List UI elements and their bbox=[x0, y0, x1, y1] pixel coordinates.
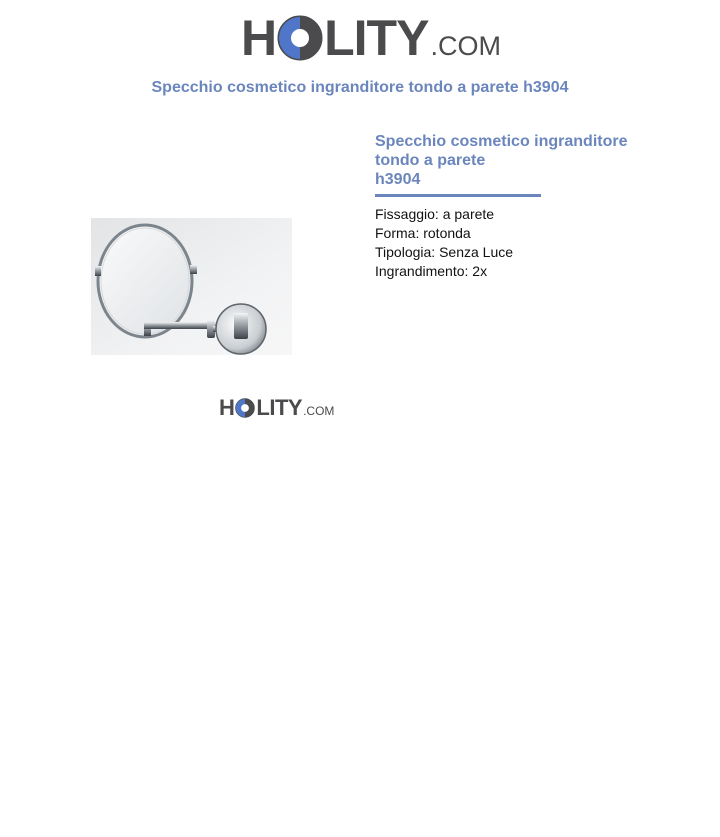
spec-fixing: Fissaggio: a parete bbox=[375, 206, 495, 222]
brand-suffix: .COM bbox=[430, 31, 501, 61]
brand-logo-header[interactable] bbox=[241, 8, 501, 76]
spec-type: Tipologia: Senza Luce bbox=[375, 244, 514, 260]
product-specs bbox=[375, 205, 513, 281]
product-name-line: h3904 bbox=[375, 171, 421, 188]
brand-logo-footer[interactable] bbox=[219, 394, 334, 425]
spec-shape: Forma: rotonda bbox=[375, 225, 471, 241]
spec-magnification: Ingrandimento: 2x bbox=[375, 263, 488, 279]
page-title: Specchio cosmetico ingranditore tondo a parete h3904 bbox=[151, 79, 569, 96]
product-image bbox=[91, 218, 292, 355]
product-name-line: Specchio cosmetico ingranditore bbox=[375, 133, 628, 150]
brand-letters-after: LITY bbox=[324, 10, 429, 66]
product-name-line: tondo a parete bbox=[375, 152, 486, 169]
magnifying-mirror-icon bbox=[91, 218, 292, 355]
holity-o-mark-icon bbox=[235, 398, 255, 418]
brand-letters-before: H bbox=[219, 395, 235, 420]
title-underline bbox=[375, 194, 541, 197]
brand-suffix: .COM bbox=[303, 404, 335, 418]
product-name bbox=[375, 132, 675, 189]
holity-o-mark-icon bbox=[277, 15, 323, 61]
brand-letters-before: H bbox=[241, 10, 277, 66]
brand-letters-after: LITY bbox=[256, 395, 303, 420]
